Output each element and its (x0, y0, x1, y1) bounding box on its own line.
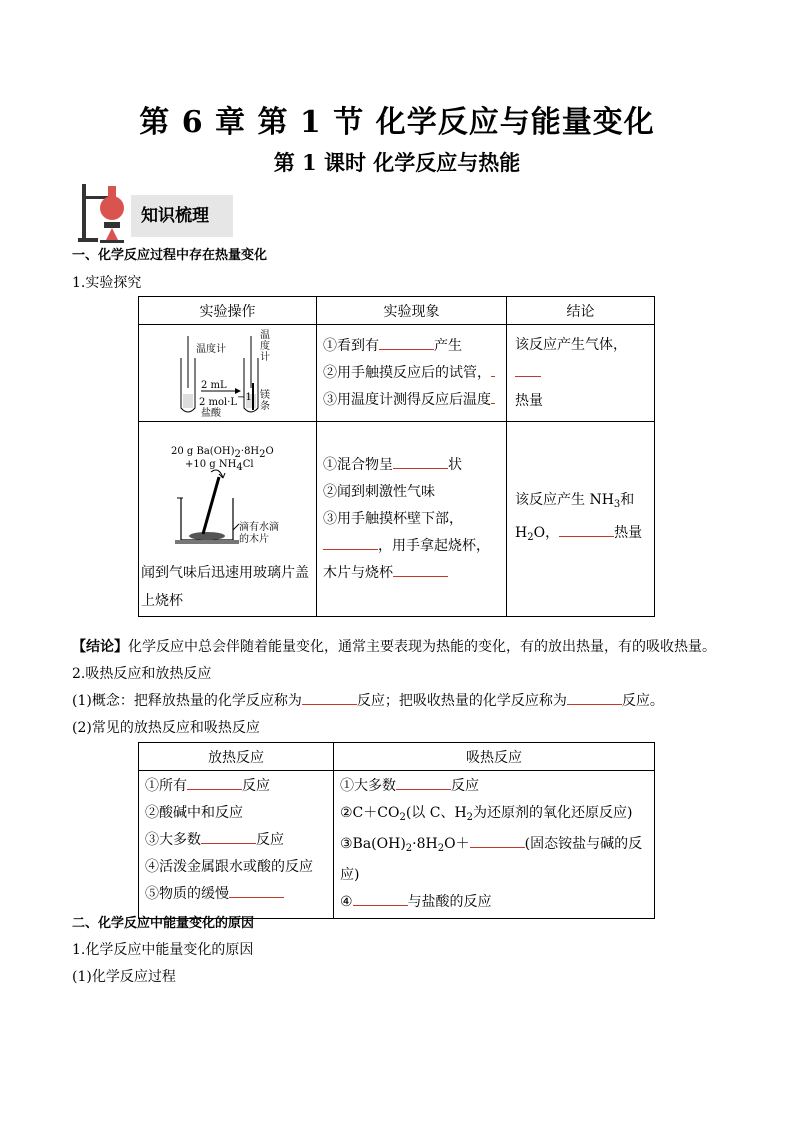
experiment-table (138, 296, 655, 617)
section-badge: 知识梳理 (131, 195, 233, 237)
fig1-label-thermometer1: 温度计 (196, 344, 226, 355)
fig2-label-nh4cl: +10 g NH4Cl (185, 459, 254, 473)
fig1-label-mg: 镁条 (260, 390, 270, 412)
table1-header-phenomenon: 实验现象 (317, 297, 507, 325)
table1-row1-conclusion: 该反应产生气体， 热量 (507, 325, 655, 422)
table1-row1-phenomenon: ①看到有 产生 ②用手触摸反应后的试管， ③用温度计测得反应后温度 (317, 325, 507, 422)
beaker-diagram (139, 422, 316, 562)
concept-line: (1)概念：把释放热量的化学反应称为 反应；把吸收热量的化学反应称为 反应。 (72, 693, 664, 709)
fig2-label-wood1: 滴有水滴 (239, 522, 279, 533)
fig2-label-wood2: 的木片 (239, 534, 269, 545)
blank[interactable] (187, 777, 242, 790)
table2-exo-cell: ①所有 反应 ②酸碱中和反应 ③大多数 反应 ④活泼金属跟水或酸的反应 ⑤物质的缓慢 (139, 771, 334, 919)
section3-heading: 二、化学反应中能量变化的原因 (72, 916, 255, 931)
blank[interactable] (201, 831, 256, 844)
blank[interactable] (491, 391, 495, 404)
blank[interactable] (353, 893, 408, 906)
fig2-label-baoh: 20 g Ba(OH)2·8H2O (171, 446, 274, 460)
fig1-label-acid: 盐酸 (201, 408, 221, 419)
fig1-label-conc: 2 mol·L−1 (199, 392, 252, 408)
blank[interactable] (567, 692, 622, 705)
table1-row1-figure (139, 325, 317, 422)
page-title: 第 6 章 第 1 节 化学反应与能量变化 (139, 105, 655, 140)
common-reactions-line: (2)常见的放热反应和吸热反应 (72, 720, 260, 736)
table1-row2-figure (139, 422, 317, 617)
conclusion-line: 【结论】化学反应中总会伴随着能量变化，通常主要表现为热能的变化，有的放出热量，有的吸收热量。 (72, 639, 716, 655)
table1-header-conclusion: 结论 (507, 297, 655, 325)
blank[interactable] (470, 835, 525, 848)
table1-row2-conclusion: 该反应产生 $NH_3$和 $H_2O$， 热量 (507, 422, 655, 617)
table2-header-endo: 吸热反应 (334, 743, 655, 771)
blank[interactable] (302, 692, 357, 705)
blank[interactable] (491, 364, 495, 377)
section3-sub1: 1.化学反应中能量变化的原因 (72, 942, 254, 958)
blank[interactable] (323, 537, 378, 550)
fig1-label-thermometer2: 温度计 (260, 330, 270, 363)
table1-row2-phenomenon: ①混合物呈 状 ②闻到刺激性气味 ③用手触摸杯壁下部，，用手拿起烧杯，木片与烧杯 (317, 422, 507, 617)
section3-sub2: (1)化学反应过程 (72, 969, 176, 985)
fig2-operation-text: 闻到气味后迅速用玻璃片盖上烧杯 (141, 565, 309, 609)
table2-endo-cell: ①大多数 反应 $②C+CO_2$(以 C、$H_2$为还原剂的氧化还原反应) $③Ba(OH)_2\cdot 8H_2O+$ (固态铵盐与碱的反应) ④ 与盐酸的反应 (334, 771, 655, 919)
blank[interactable] (396, 777, 451, 790)
page-subtitle: 第 1 课时 化学反应与热能 (273, 150, 521, 175)
blank[interactable] (229, 885, 284, 898)
blank[interactable] (379, 337, 434, 350)
fig1-label-volume: 2 mL (201, 380, 227, 391)
section2-heading: 2.吸热反应和放热反应 (72, 666, 212, 682)
reaction-types-table (138, 742, 655, 919)
table2-header-exo: 放热反应 (139, 743, 334, 771)
section1-sub1: 1.实验探究 (72, 275, 142, 291)
section1-heading: 一、化学反应过程中存在热量变化 (72, 248, 268, 263)
table1-header-operation: 实验操作 (139, 297, 317, 325)
blank[interactable] (515, 364, 541, 377)
lab-flask-icon (78, 182, 134, 244)
blank[interactable] (393, 564, 448, 577)
blank[interactable] (393, 456, 448, 469)
blank[interactable] (559, 524, 614, 537)
